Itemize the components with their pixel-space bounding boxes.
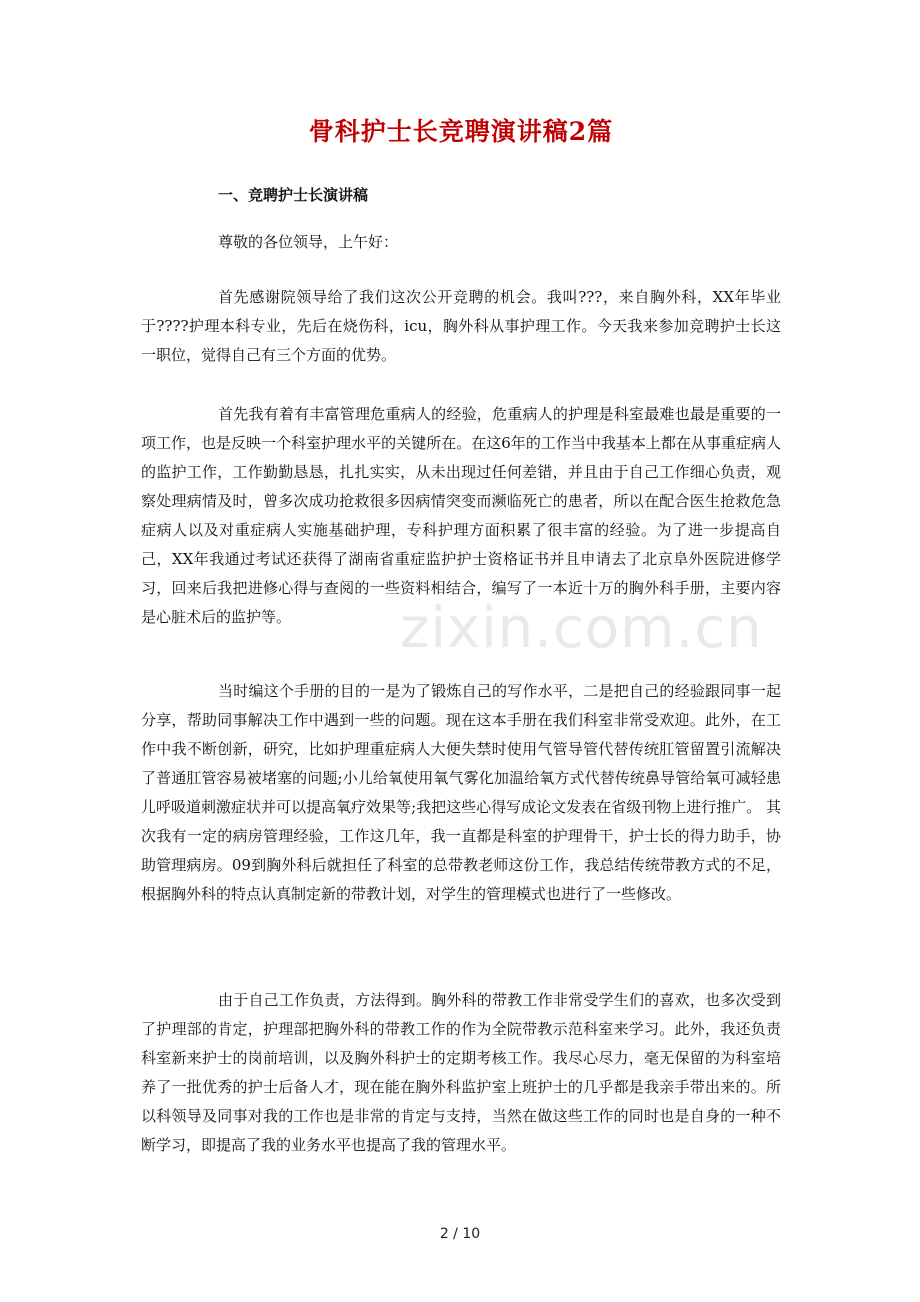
section-heading: 一、竞聘护士长演讲稿 xyxy=(218,186,369,204)
body-paragraph-4: 由于自己工作负责，方法得到。胸外科的带教工作非常受学生们的喜欢，也多次受到了护理部的肯定，护理部把胸外科的带教工作的作为全院带教示范科室来学习。此外，我还负责科室新来护士的岗前培训，以及胸外科护士的定期考核工作。我尽心尽力，毫无保留的为科室培养了一批优秀的护士后备人才，现在能在胸外科监护室上班护士的几乎都是我亲手带出来的。所以科领导及同事对我的工作也是非常的肯定与支持，当然在做这些工作的同时也是自身的一种不断学习，即提高了我的业务水平也提高了我的管理水平。 xyxy=(141,991,781,1154)
body-paragraph-1: 首先感谢院领导给了我们这次公开竞聘的机会。我叫???，来自胸外科，XX年毕业于????护理本科专业，先后在烧伤科，icu，胸外科从事护理工作。今天我来参加竞聘护士长这一职位，觉得自己有三个方面的优势。 xyxy=(141,288,781,364)
document-title: 骨科护士长竞聘演讲稿2篇 xyxy=(308,117,614,146)
body-paragraph-2: 首先我有着有丰富管理危重病人的经验，危重病人的护理是科室最难也最是重要的一项工作，也是反映一个科室护理水平的关键所在。在这6年的工作当中我基本上都在从事重症病人的监护工作，工作勤勤恳恳，扎扎实实，从未出现过任何差错，并且由于自己工作细心负责，观察处理病情及时，曾多次成功抢救很多因病情突变而濒临死亡的患者，所以在配合医生抢救危急症病人以及对重症病人实施基础护理，专科护理方面积累了很丰富的经验。为了进一步提高自己，XX年我通过考试还获得了湖南省重症监护护士资格证书并且申请去了北京阜外医院进修学习，回来后我把进修心得与查阅的一些资料相结合，编写了一本近十万的胸外科手册，主要内容是心脏术后的监护等。 xyxy=(141,405,781,626)
greeting-paragraph: 尊敬的各位领导，上午好： xyxy=(218,233,399,251)
page-number: 2 / 10 xyxy=(439,1226,481,1242)
watermark: zixin.com.cn xyxy=(400,596,763,661)
body-paragraph-3: 当时编这个手册的目的一是为了锻炼自己的写作水平，二是把自己的经验跟同事一起分享，帮助同事解决工作中遇到一些的问题。现在这本手册在我们科室非常受欢迎。此外，在工作中我不断创新，研究，比如护理重症病人大便失禁时使用气管导管代替传统肛管留置引流解决了普通肛管容易被堵塞的问题;小儿给氧使用氧气雾化加温给氧方式代替传统鼻导管给氧可减轻患儿呼吸道刺激症状并可以提高氧疗效果等;我把这些心得写成论文发表在省级刊物上进行推广。 其次我有一定的病房管理经验，工作这几年，我一直都是科室的护理骨干，护士长的得力助手，协助管理病房。09到胸外科后就担任了科室的总带教老师这份工作，我总结传统带教方式的不足，根据胸外科的特点认真制定新的带教计划，对学生的管理模式也进行了一些修改。 xyxy=(141,682,781,903)
